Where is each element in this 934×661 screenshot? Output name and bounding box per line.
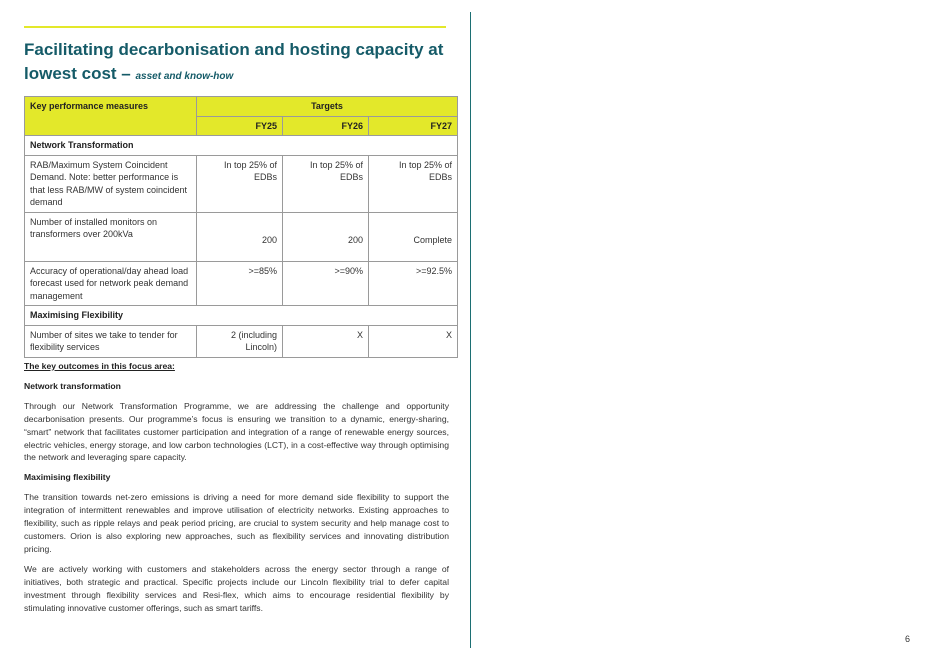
network-transformation-paragraph: Through our Network Transformation Programme, we are addressing the challenge and opportunity decarbonisation presents. Our programme’s focus is ensuring we transition to a dynamic, energy-sharing, “smart” network that facilitates customer participation and integration of a range of renewable energy sources, electric vehicles, energy storage, and low carbon technologies (LCT), in a cost-effective way through optimising the network and leveraging spare capacity. xyxy=(24,400,449,463)
table-row xyxy=(25,261,458,306)
measure-cell: Number of sites we take to tender for flexibility services xyxy=(25,325,197,357)
header-targets: Targets xyxy=(197,97,458,117)
maximising-flexibility-heading: Maximising flexibility xyxy=(24,472,111,483)
header-fy25: FY25 xyxy=(197,116,283,136)
network-transformation-heading: Network transformation xyxy=(24,380,121,391)
header-measures: Key performance measures xyxy=(25,97,197,136)
kpi-table xyxy=(24,96,458,358)
measure-cell: Accuracy of operational/day ahead load forecast used for network peak demand management xyxy=(25,261,197,306)
measure-cell: RAB/Maximum System Coincident Demand. Note: better performance is that less RAB/MW of system coincident demand xyxy=(25,155,197,212)
top-accent-rule xyxy=(24,26,446,28)
table-header-row xyxy=(25,97,458,117)
value-cell: 200 xyxy=(197,212,283,261)
section-network-transformation: Network Transformation xyxy=(25,136,458,156)
table-row xyxy=(25,212,458,261)
outcomes-section xyxy=(24,360,449,621)
value-cell: In top 25% of EDBs xyxy=(197,155,283,212)
value-cell: In top 25% of EDBs xyxy=(283,155,369,212)
value-cell: >=85% xyxy=(197,261,283,306)
value-cell: 2 (including Lincoln) xyxy=(197,325,283,357)
value-cell: X xyxy=(283,325,369,357)
value-cell: 200 xyxy=(283,212,369,261)
column-divider xyxy=(470,12,471,648)
maximising-flexibility-paragraph-2: We are actively working with customers and stakeholders across the energy sector through a range of initiatives, both strategic and practical. Specific projects include our Lincoln flexibility trial to defer capital investment through flexibility services and Resi-flex, which aims to encourage residential flexibility by stimulating innovative customer offerings, such as smart tariffs. xyxy=(24,563,449,613)
measure-cell: Number of installed monitors on transformers over 200kVa xyxy=(25,212,197,261)
value-cell: >=90% xyxy=(283,261,369,306)
page-number: 6 xyxy=(905,634,911,644)
page-title xyxy=(24,38,464,89)
header-fy27: FY27 xyxy=(369,116,458,136)
title-main: Facilitating decarbonisation and hosting capacity at lowest cost – xyxy=(24,40,444,83)
section-maximising-flexibility: Maximising Flexibility xyxy=(25,306,458,326)
value-cell: >=92.5% xyxy=(369,261,458,306)
title-subtitle: asset and know-how xyxy=(135,71,234,82)
section-row xyxy=(25,306,458,326)
table-row xyxy=(25,325,458,357)
table-row xyxy=(25,155,458,212)
value-cell: Complete xyxy=(369,212,458,261)
value-cell: In top 25% of EDBs xyxy=(369,155,458,212)
outcomes-heading: The key outcomes in this focus area: xyxy=(24,361,175,371)
value-cell: X xyxy=(369,325,458,357)
maximising-flexibility-paragraph-1: The transition towards net-zero emissions is driving a need for more demand side flexibility to support the integration of intermittent renewables and improve utilisation of electricity networks. Existing approaches to flexibility, such as ripple relays and peak period pricing, are crucial to system security and help manage cost to customers. Orion is also exploring new approaches, such as flexibility services and innovating distribution pricing. xyxy=(24,492,449,554)
section-row xyxy=(25,136,458,156)
header-fy26: FY26 xyxy=(283,116,369,136)
